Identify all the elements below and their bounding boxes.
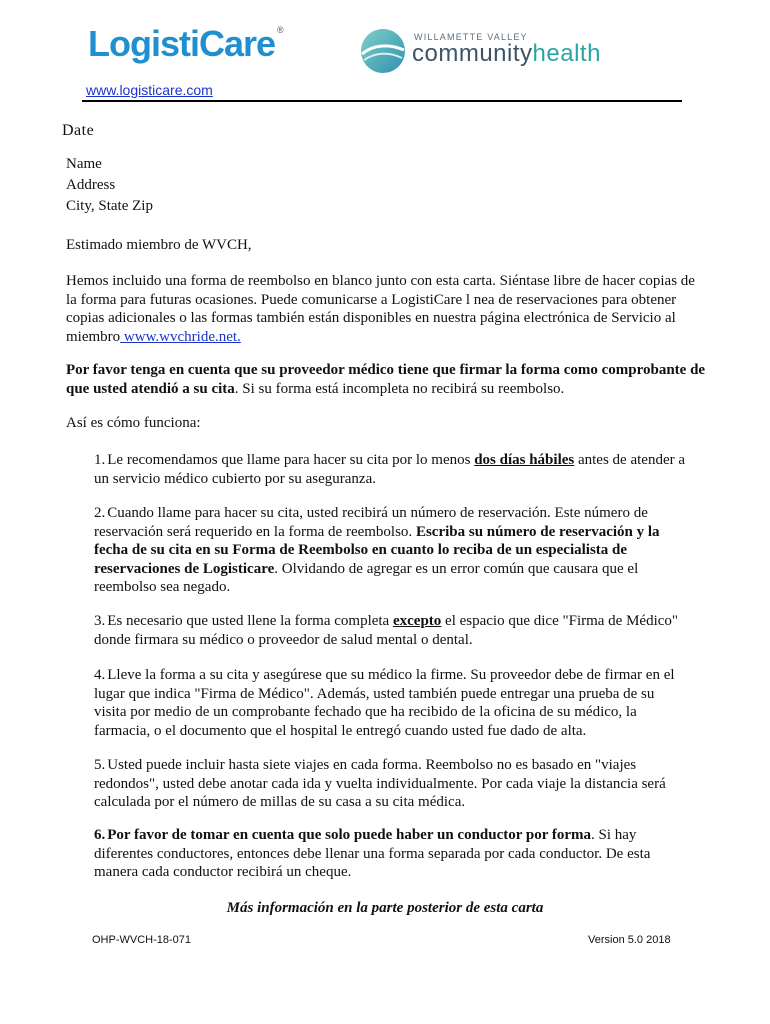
list-item (94, 666, 686, 740)
intro-text: Hemos incluido una forma de reembolso en blanco junto con esta carta. Siéntase libre de hacer copias de la forma para futuras ocasiones. Puede comunicarse a LogistiCare l nea de reservaciones para obtener copias adicionales o las formas también están disponibles en nuestra página electrónica de Servicio al miembro (66, 273, 695, 345)
wvch-logo-word-health: health (532, 40, 601, 67)
list-item (94, 451, 686, 488)
letter-greeting: Estimado miembro de WVCH, (66, 237, 252, 253)
list-item-text: Es necesario que usted llene la forma completa (107, 613, 393, 629)
intro-paragraph (66, 272, 706, 346)
wvchride-link[interactable]: www.wvchride.net. (120, 328, 241, 345)
recipient-address-block (66, 155, 153, 218)
list-item-emphasis: excepto (392, 613, 442, 629)
list-item-text: Le recomendamos que llame para hacer su cita por lo menos (107, 452, 475, 468)
wvch-logo-word-community: community (412, 40, 533, 67)
logisticare-logo-text: LogistiCare (88, 23, 276, 64)
letter-date: Date (62, 122, 95, 139)
logisticare-logo: LogistiCare ® (88, 23, 283, 64)
signature-note-rest: . Si su forma está incompleta no recibirá su reembolso. (234, 380, 565, 397)
list-item-text: Usted puede incluir hasta siete viajes en cada forma. Reembolso no es basado en "viajes redondos", usted debe anotar cada ida y vuelta individualmente. Por cada viaje la distancia será calculada por el número de millas de su casa a su cita médica. (94, 757, 666, 810)
list-item-number: 1. (94, 452, 106, 468)
list-item-emphasis: Escriba su número de reservación y la fecha de su cita en su Forma de Reembolso en cuanto lo reciba de un especialista de reservaciones de Logisticare (94, 523, 660, 577)
signature-note-bold: Por favor tenga en cuenta que su proveedor médico tiene que firmar la forma como comprobante de que usted atendió a su cita (66, 362, 706, 397)
list-item-text: Cuando llame para hacer su cita, usted recibirá un número de reservación. Este número de reservación será requerido en la forma de reembolso. (94, 505, 648, 540)
list-item-text: Lleve la forma a su cita y asegúrese que su médico la firme. Su proveedor debe de firmar en el lugar que indica "Firma de Médico". Además, usted también puede entregar una prueba de su visita por medio de un comprobante fechado que ha recibido de la oficina de su médico, la farmacia, o el documento que el hospital le entregó cuando usted fue dado de alta. (94, 667, 675, 739)
list-item-number: 2. (94, 505, 106, 521)
list-item (94, 826, 686, 882)
list-item-emphasis: Por favor de tomar en cuenta que solo puede haber un conductor por forma (107, 827, 592, 843)
list-item-text: . Si hay diferentes conductores, entonces debe llenar una forma separada por cada conductor. De esta manera cada conductor recibirá un cheque. (94, 827, 651, 880)
wvch-logo-subtitle: WILLAMETTE VALLEY (414, 32, 528, 42)
recipient-name: Name (66, 156, 102, 172)
header-divider (82, 100, 682, 102)
document-code: OHP-WVCH-18-071 (92, 934, 192, 946)
recipient-city: City, State Zip (66, 198, 153, 214)
document-version: Version 5.0 2018 (588, 934, 671, 946)
list-item (94, 504, 686, 597)
more-info-note: Más información en la parte posterior de esta carta (226, 900, 544, 916)
logisticare-website-link[interactable]: www.logisticare.com (86, 82, 213, 98)
list-item-text: . Olvidando de agregar es un error común que causara que el reembolso sea negado. (94, 560, 639, 595)
list-item-text: antes de atender a un servicio médico cubierto por su aseguranza. (94, 452, 686, 487)
list-item-number: 5. (94, 757, 106, 773)
list-item-number: 6. (94, 827, 106, 843)
list-item (94, 612, 686, 649)
how-it-works-heading: Así es cómo funciona: (66, 415, 201, 431)
signature-note-paragraph (66, 361, 706, 398)
list-item (94, 756, 686, 812)
list-item-emphasis: dos días hábiles (474, 452, 575, 468)
list-item-number: 3. (94, 613, 106, 629)
list-item-number: 4. (94, 667, 106, 683)
list-item-text: el espacio que dice "Firma de Médico" donde firmara su médico o proveedor de salud mental o dental. (94, 613, 679, 648)
wvch-logo-name (412, 40, 601, 68)
wvch-logo-mark-icon (360, 28, 406, 74)
recipient-address: Address (66, 177, 116, 193)
